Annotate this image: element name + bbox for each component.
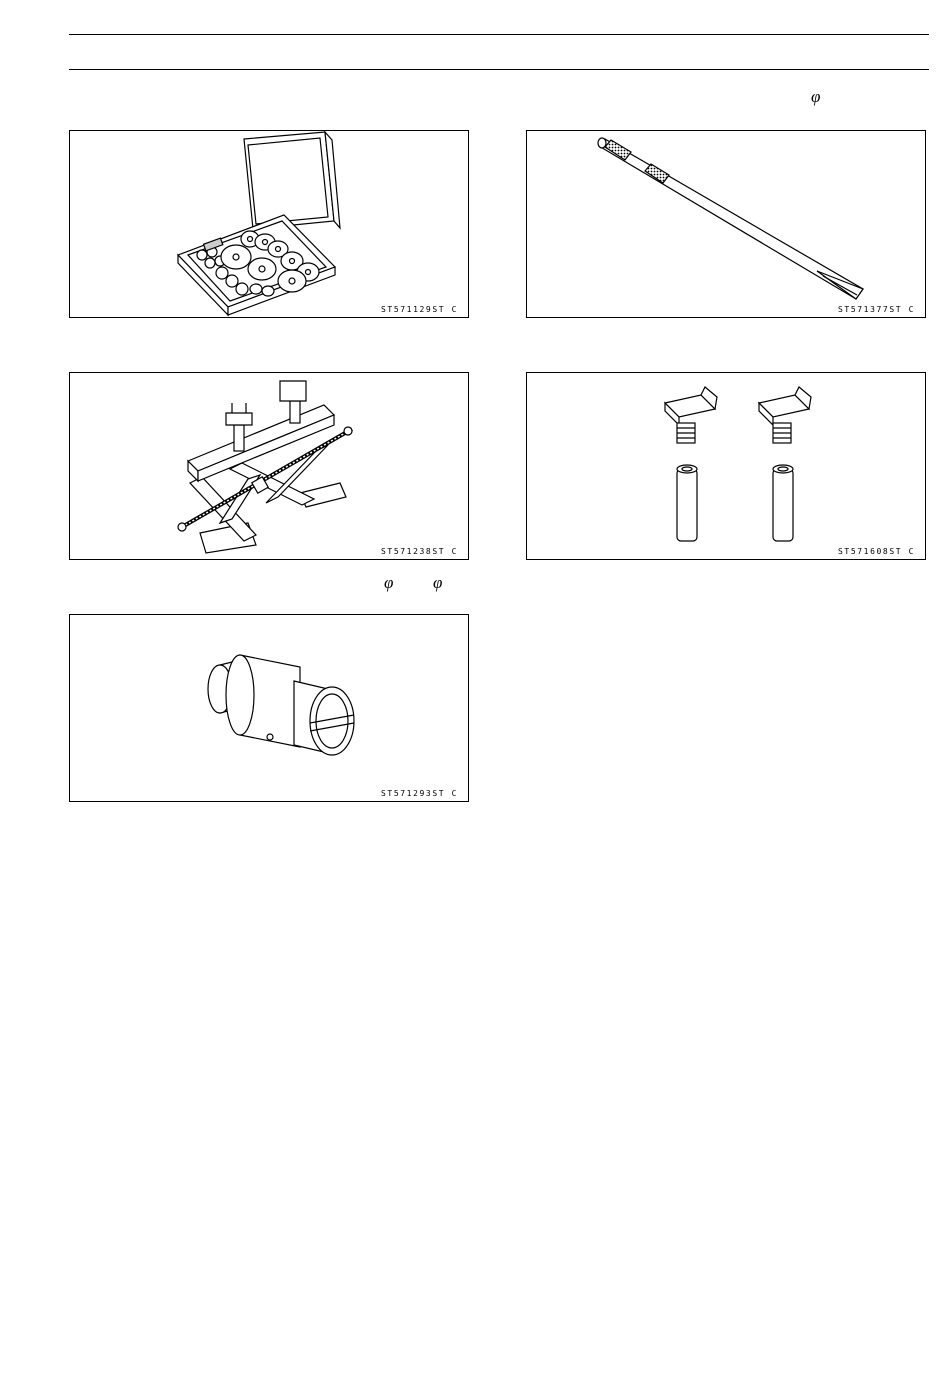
tool-illustration-jack <box>69 372 469 560</box>
tool-illustration-adapters <box>526 372 926 560</box>
part-number-label: ST571377ST C <box>838 305 915 314</box>
part-number-label: ST571608ST C <box>838 547 915 556</box>
diameter-symbol: φ <box>811 87 821 106</box>
tool-illustration-rod <box>526 130 926 318</box>
header-rule-top <box>69 34 929 35</box>
part-number-label: ST571129ST C <box>381 305 458 314</box>
diameter-symbol: φ <box>433 573 443 592</box>
part-number-label: ST571238ST C <box>381 547 458 556</box>
tool-illustration-bearing-driver-set <box>69 130 469 318</box>
jack-drawing <box>70 373 468 559</box>
tool-illustration-shaft-adapter <box>69 614 469 802</box>
rod-drawing <box>527 131 925 317</box>
part-number-label: ST571293ST C <box>381 789 458 798</box>
diameter-symbol: φ <box>384 573 394 592</box>
bearing-driver-set-drawing <box>70 131 468 317</box>
adapters-drawing <box>527 373 925 559</box>
shaft-adapter-drawing <box>70 615 468 801</box>
header-rule-bottom <box>69 69 929 70</box>
